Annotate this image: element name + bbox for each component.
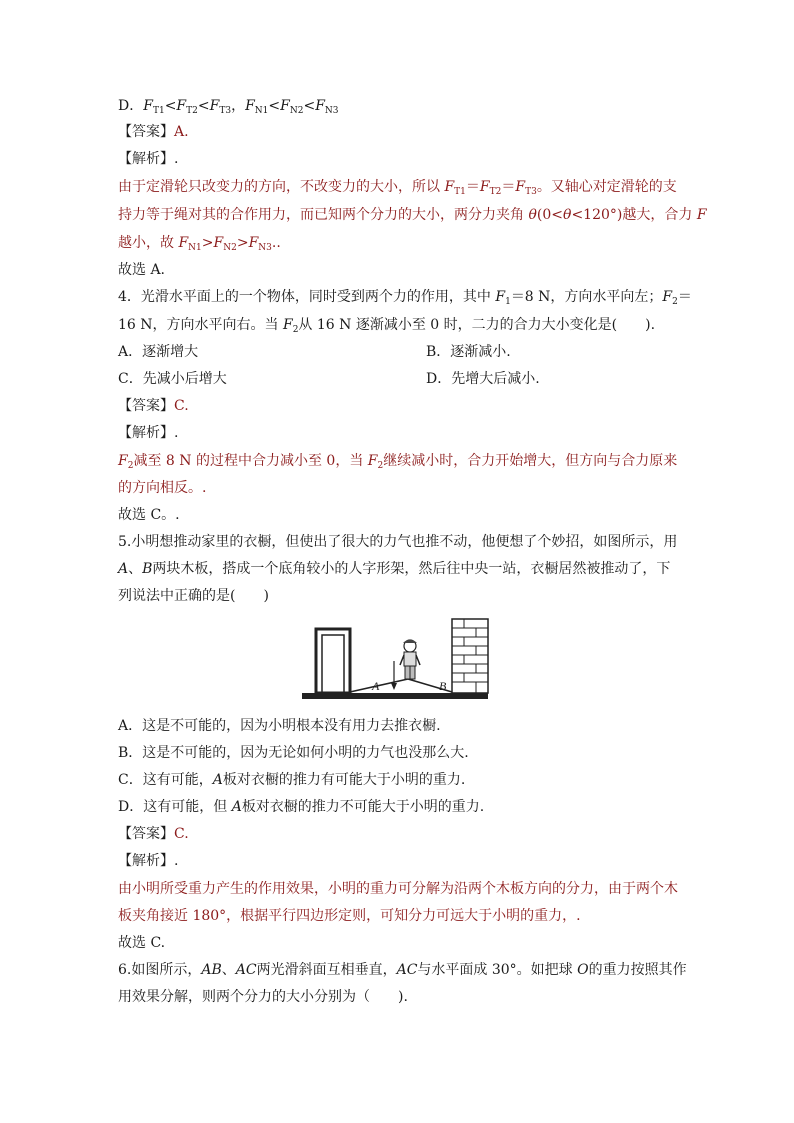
q5-stem-line-1: 5.小明想推动家里的衣橱，但使出了很大的力气也推不动，他便想了个妙招，如图所示，用: [118, 534, 678, 550]
gravity-arrowhead: [391, 683, 397, 690]
q4-conclusion: 故选 C。.: [118, 507, 180, 523]
q5-analysis-line-1: 由小明所受重力产生的作用效果，小明的重力可分解为沿两个木板方向的分力，由于两个木: [118, 881, 678, 897]
q6-stem-line-1: 6.如图所示，AB、AC两光滑斜面互相垂直，AC与水平面成 30°。如把球 O的重力按照其作: [118, 962, 687, 978]
q3-option-d: D．$F_{T1}<F_{T2}<F_{T3}$，$F_{N1}<F_{N2}<F_{N3}$: [118, 98, 339, 116]
q3-analysis-line-1: 由于定滑轮只改变力的方向，不改变力的大小，所以 $F_{T1}=F_{T2}=F_{T3}$。又轴心对定滑轮的支: [118, 179, 677, 197]
q5-answer: 【答案】C.: [118, 826, 189, 842]
q4-option-c: C．先减小后增大: [118, 371, 227, 387]
q3-analysis-line-3: 越小，故 $F_{N1}>F_{N2}>F_{N3}$..: [118, 235, 281, 253]
q3-answer: 【答案】A.: [118, 124, 189, 140]
q4-option-b: B．逐渐减小.: [426, 344, 511, 360]
q3-analysis-line-2: 持力等于绳对其的合作用力，而已知两个分力的大小，两分力夹角 θ(0<θ<120°)越大，合力 F: [118, 207, 707, 223]
q5-stem-line-3: 列说法中正确的是( ): [118, 588, 269, 604]
q5-conclusion: 故选 C.: [118, 935, 166, 951]
q6-stem-line-2: 用效果分解，则两个分力的大小分别为（ ).: [118, 989, 408, 1005]
q4-stem-line-1: 4．光滑水平面上的一个物体，同时受到两个力的作用，其中 $F_1=8$ N，方向水平向左；$F_2=$: [118, 289, 692, 307]
q4-analysis-line-1: $F_2$减至 8 N 的过程中合力减小至 0，当 $F_2$继续减小时，合力开始增大，但方向与合力原来: [118, 453, 678, 471]
q5-analysis-tag: 【解析】.: [118, 853, 179, 869]
q5-option-d: D．这有可能，但 A板对衣橱的推力不可能大于小明的重力.: [118, 799, 485, 815]
q3-conclusion: 故选 A.: [118, 262, 166, 278]
q5-analysis-line-2: 板夹角接近 180°，根据平行四边形定则，可知分力可远大于小明的重力，.: [118, 908, 581, 924]
q4-analysis-tag: 【解析】.: [118, 425, 179, 441]
q4-answer: 【答案】C.: [118, 398, 189, 414]
person-icon: [400, 640, 420, 680]
label-a: A: [372, 679, 380, 693]
brick-wall: [452, 619, 488, 693]
q4-analysis-line-2: 的方向相反。.: [118, 480, 207, 496]
q5-stem-line-2: A、B两块木板，搭成一个底角较小的人字形架，然后往中央一站，衣橱居然被推动了，下: [118, 561, 671, 577]
q4-options-row-1: [118, 342, 198, 362]
q4-stem-line-2: 16 N，方向水平向右。当 $F_2$从 16 N 逐渐减小至 0 时，二力的合力大小变化是( ).: [118, 317, 656, 335]
q5-option-c: C．这有可能，A板对衣橱的推力有可能大于小明的重力.: [118, 772, 466, 788]
q5-option-a: A．这是不可能的，因为小明根本没有用力去推衣橱.: [118, 718, 441, 734]
q3-analysis-tag: 【解析】.: [118, 151, 179, 167]
label-b: B: [439, 679, 447, 693]
wardrobe-figure: [300, 615, 492, 711]
q4-option-a: A．逐渐增大: [118, 344, 199, 360]
wardrobe: [316, 629, 350, 693]
q5-option-b: B．这是不可能的，因为无论如何小明的力气也没那么大.: [118, 745, 469, 761]
q4-option-d: D．先增大后减小.: [426, 371, 540, 387]
